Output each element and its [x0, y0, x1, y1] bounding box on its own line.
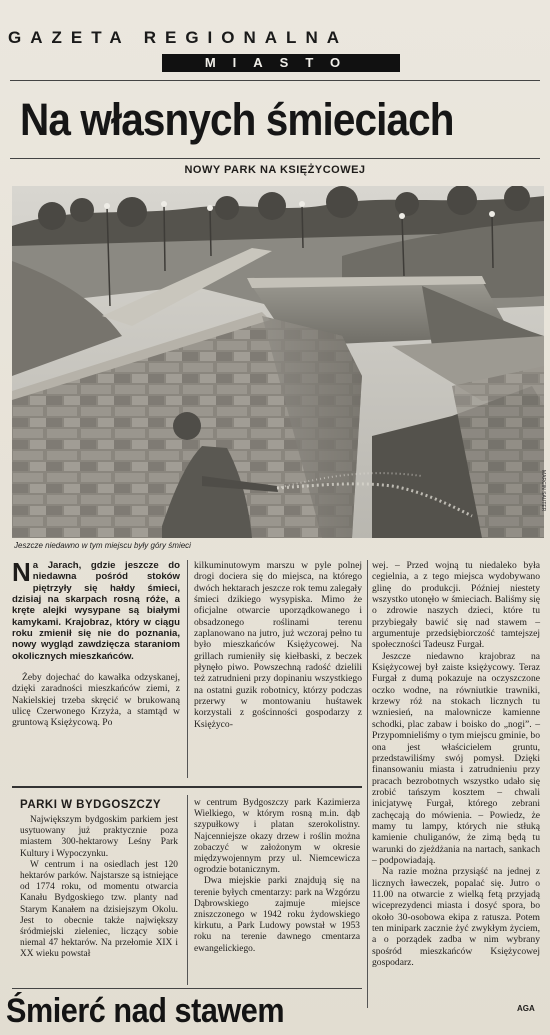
section-label: MIASTO [162, 54, 400, 72]
article-paragraph: Na razie można przysiąść na jednej z licznych ławeczek, popalać się. Jutro o 11.00 na otwarcie z wielką fetą przyjadą wiceprezydenci miasta i dosyć spora, bo około 30-osobowa ekipa z ratusza. Potem ten minipark zacznie żyć zwykłym życiem, a o porządek zadba w nim wybrany spośród mieszkańców Księżycowej gospodarz. [372, 866, 540, 969]
author-signature: AGA [517, 1004, 535, 1013]
article-paragraph: kilkuminutowym marszu w pyle polnej drogi dociera się do miejsca, na którego dwóch hektarach jeszcze rok temu zalegały śmieci dzikiego wysypiska. Mimo że oficjalne otwarcie uporządkowanego i obsadzonego roślinami terenu zaplanowano na jutro, już wczoraj pełno tu było mieszkańców Księżycowej. Na grillach rumieniły się kiełbaski, z beczek płynęło piwo. Powszechną radość dzielili też zatrudnieni przy dopinaniu wszystkiego na ostatni guzik robotnicy, którzy podczas przerwy w montowaniu huśtawek korzystali z gościnności gospodarzy z Księżyco- [194, 560, 362, 730]
box-column-2 [194, 798, 360, 955]
column-divider [187, 560, 188, 778]
divider [12, 988, 362, 989]
column-divider [367, 560, 368, 1008]
article-column-1 [12, 557, 180, 729]
park-photo-illustration [12, 186, 544, 538]
article-column-2 [194, 560, 362, 730]
subheadline: NOWY PARK NA KSIĘŻYCOWEJ [184, 164, 366, 176]
photo-credit: MARCIN SAUTER [540, 470, 546, 512]
box-paragraph: Dwa miejskie parki znajdują się na terenie byłych cmentarzy: park na Wzgórzu Dąbrowskiego zajmuje miejsce zniszczonego w 1942 roku żydowskiego kirkutu, a Park Ludowy powstał w 1953 roku na terenie dawnego cmentarza ewangelickiego. [194, 876, 360, 954]
article-paragraph: Żeby dojechać do kawałka odzyskanej, dzięki zaradności mieszkańców ziemi, z Nakielskiej trzeba skręcić w brukowaną ulicę Czerwonego Krzyża, a stamtąd w gruntową Księżycową. Po [12, 672, 180, 729]
headline: Na własnych śmieciach [20, 94, 454, 145]
park-photo [12, 186, 544, 538]
box-paragraph: w centrum Bydgoszczy park Kazimierza Wielkiego, w którym rosną m.in. dąb szypułkowy i platan szerokolistny. Najcenniejsze okazy drzew i roślin można zobaczyć w założonym w okresie międzywojennym przy ul. Niemcewicza ogrodzie botanicznym. [194, 798, 360, 876]
article-column-3 [372, 560, 540, 968]
masthead: GAZETA REGIONALNA [8, 28, 348, 47]
box-top-rule [12, 786, 362, 788]
column-divider [187, 795, 188, 985]
dropcap: N [12, 557, 31, 587]
article-lead: a Jarach, gdzie jeszcze do niedawna pośród stoków piętrzyły się hałdy śmieci, dzisiaj na skarpach rosną róże, a kręte alejki wysypane są białymi kamykami. Krajobraz, który w ciągu roku zmienił się nie do poznania, nowy wygląd zawdzięcza staraniom okolicznych mieszkańców. [12, 560, 180, 662]
next-article-headline: Śmierć nad stawem [6, 992, 285, 1030]
article-paragraph: Jeszcze niedawno krajobraz na Księżycowej był zaiste księżycowy. Teraz Furgał z dumą pokazuje na oczyszczone oczko wodne, na równiutkie trawniki, krzewy róż na stokach licznych tu wzniesień, na malownicze kamienne schodki, plac zabaw i boisko do „nogi”. – Przypomnieliśmy o tym miejscu gminie, bo ona jest właścicielem gruntu, przedstawiliśmy swój pomysł. Dzięki finansowaniu miasta i zatrudnieniu przy pracach bezrobotnych wszystko udało się zrobić tańszym kosztem – chwali inicjatywę Furgał, którego zebrani zachęcają do mówienia. – Powiedz, że mamy tu lampy, których nie stłuką kamienie chuliganów, że zimą będą tu warunki do zjeżdżania na nartach, sankach – podpowiadają. [372, 650, 540, 866]
box-column-1 [20, 815, 178, 961]
divider [10, 80, 540, 81]
article-paragraph: wej. – Przed wojną tu niedaleko była cegielnia, a z tego miejsca wydobywano glinę do produkcji. Później niestety wszystko utonęło w śmieciach. Baliśmy się o zdrowie naszych dzieci, które tu przybiegały bawić się nad stawem – argumentuje przedsiębiorczość tamtejszej społeczności Tadeusz Furgał. [372, 560, 540, 651]
box-paragraph: W centrum i na osiedlach jest 120 hektarów parków. Najstarsze są istniejące od 1774 roku, od momentu otwarcia Kanału Bydgoskiego tzw. planty nad Starym Kanałem na dzisiejszym Okolu. Jest to obecnie także największy śródmiejski zieleniec, liczący sobie niemal 47 hektarów. Na przełomie XIX i XX wieku powstał [20, 859, 178, 960]
photo-caption: Jeszcze niedawno w tym miejscu były góry śmieci [14, 541, 191, 550]
box-title: PARKI W BYDGOSZCZY [20, 799, 162, 811]
box-paragraph: Największym bydgoskim parkiem jest usytuowany już praktycznie poza miastem 300-hektarowy Leśny Park Kultury i Wypoczynku. [20, 815, 178, 859]
divider [10, 158, 540, 159]
